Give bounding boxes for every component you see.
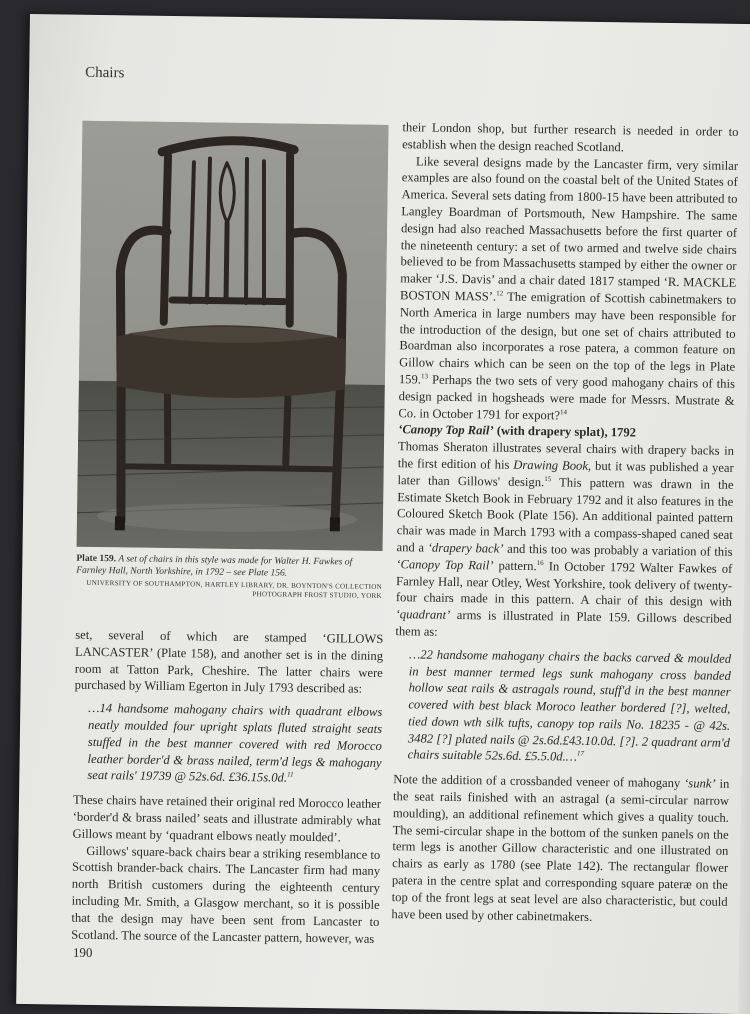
credit-line-1: UNIVERSITY OF SOUTHAMPTON, HARTLEY LIBRARY, DR. BOYNTON'S COLLECTION [86, 578, 383, 591]
quote-2-text: …22 handsome mahogany chairs the backs carved & moulded in best manner termed legs sunk mahogany cross banded hollow seat rails & astragals round, stuff'd in the best manner covered with best black Moroco leather bordered [?], welted, tied down wth silk tufts, canopy top rails No. 18235 - @ 42s. 3482 [?] plated nails @ 2s.6d.£43.10.0d. [?]. 2 quadrant arm'd chairs suitable 52s.6d. £5.5.0d.… [407, 647, 732, 765]
p3-part-a: Thomas Sheraton illustrates several chairs with drapery backs in the first edition of his [397, 439, 735, 472]
footnote-ref-11: 11 [287, 770, 294, 779]
p4-part-b: in the seat rails finished with an astragal (a semi-circular narrow moulding), an additional refinement which gives a quality touch. The semi-circular shape in the bottom of the sunken panels on the term legs is another Gillow characteristic and one illustrated on chairs as early as 1780 (see Plate 142). The rectangular flower patera in the centre splat and corresponding square pateræ on the top of the front legs at seat level are also characteristic, but could have been used by other cabinetmakers. [391, 776, 730, 924]
p3-part-c: This pattern was drawn in the Estimate Sketch Book in February 1792 and it also features in the Coloured Sketch Book (Plate 156). An additional painted pattern chair was made in March 1793 with a compass-shaped caned seat and a [396, 475, 734, 555]
heading-rest: (with drapery splat), 1792 [493, 423, 637, 440]
p3-part-f: In October 1792 Walter Fawkes of Farnley Hall, near Otley, West Yorkshire, took delivery of twenty-four chairs made in this pattern. A chair of this design with [395, 559, 733, 610]
plate-label: Plate 159. [76, 553, 117, 565]
chair-photograph [77, 121, 389, 551]
figure-caption [76, 553, 383, 601]
heading-italic: ‘Canopy Top Rail’ [398, 422, 494, 438]
plate-description: A set of chairs in this style was made for Walter H. Fawkes of Farnley Hall, North Yorkshire, in 1792 – see Plate 156. [76, 554, 353, 579]
left-column-text [71, 627, 383, 948]
page-edge [738, 24, 750, 1014]
inventory-quote-fawkes [408, 646, 732, 768]
p2-part-a: Like several designs made by the Lancaster firm, very similar examples are also found on the coastal belt of the United States of America. Several sets dating from 1800-15 have been attributed to Langley Boardman of Portsmouth, New Hampshire. The same design had also reached Massachusetts before the first quarter of the nineteenth century: a set of two armed and twelve side chairs believed to be from Massachusetts stamped by either the owner or maker ‘J.S. Davis’ and a chair dated 1817 stamped ‘R. MACKLE BOSTON MASS’. [400, 153, 739, 304]
p4-part-a: Note the addition of a crossbanded veneer of mahogany [393, 772, 685, 791]
footnote-ref-12: 12 [496, 289, 504, 298]
footnote-ref-17: 17 [576, 750, 585, 759]
p3-book-title: Drawing Book [513, 457, 589, 473]
p3-part-b: , but it was published a year later than Gillows' design. [397, 458, 734, 489]
page-number: 190 [72, 944, 93, 960]
footnote-ref-15: 15 [544, 474, 552, 483]
credit-line-2: PHOTOGRAPH FROST STUDIO, YORK [252, 590, 382, 600]
p3-quadrant: ‘quadrant’ [395, 607, 451, 623]
p4-sunk: ‘sunk’ [684, 776, 716, 791]
right-paragraph-2 [398, 153, 738, 426]
quote-1-text: …14 handsome mahogany chairs with quadrant elbows neatly moulded four upright splats fluted straight seats stuffed in the best manner covered with red Morocco leather border'd & brass nailed, term'd legs & mahogany seat rails' 19739 @ 52s.6d. £36.15s.0d. [87, 701, 383, 786]
inventory-quote-tatton [87, 700, 382, 788]
p3-canopy-top-rail: ‘Canopy Top Rail’ [396, 556, 494, 573]
footnote-ref-16: 16 [536, 558, 544, 567]
photo-credit [76, 579, 382, 601]
footnote-ref-14: 14 [560, 407, 568, 416]
right-paragraph-3 [395, 438, 734, 644]
running-head: Chairs [85, 64, 125, 82]
right-paragraph-1: their London shop, but further research is needed in order to establish when the design reached Scotland. [402, 120, 739, 155]
p3-part-e: pattern. [493, 558, 537, 573]
p3-part-d: and this too was probably a variation of this [503, 541, 733, 559]
left-paragraph-3: Gillows' square-back chairs bear a striking resemblance to Scottish brander-back chairs. The Lancaster firm had many north British customers during the eighteenth century including Mr. Smith, a Glasgow merchant, so it is possible that the design may have been sent from Lancaster to Scotland. The source of the Lancaster pattern, however, was [71, 843, 381, 946]
p2-part-b: The emigration of Scottish cabinetmakers to North America in large numbers may have been responsible for the introduction of the design, but one set of chairs attributed to Boardman also incorporates a rose patera, a common feature on Gillow chairs which can be seen on the top of the legs in Plate 159. [398, 289, 737, 387]
left-paragraph-2: These chairs have retained their original red Morocco leather ‘border'd & brass nailed’ seats and illustrate admirably what Gillows meant by ‘quadrant elbows neatly moulded’. [72, 792, 382, 845]
p3-drapery-back: ‘drapery back’ [427, 540, 504, 556]
p3-part-g: arms is illustrated in Plate 159. Gillows described them as: [395, 608, 732, 639]
book-page [16, 14, 750, 1014]
footnote-ref-13: 13 [420, 372, 429, 381]
p2-part-c: Perhaps the two sets of very good mahogany chairs of this design packed in hogsheads were made for Messrs. Mustrate & Co. in October 1791 for export? [398, 372, 736, 422]
right-paragraph-4 [391, 771, 729, 927]
right-column-text [391, 119, 738, 927]
left-paragraph-1: set, several of which are stamped ‘GILLOWS LANCASTER’ (Plate 158), and another set is in the dining room at Tatton Park, Cheshire. The latter chairs were purchased by William Egerton in July 1793 described as: [74, 627, 384, 697]
